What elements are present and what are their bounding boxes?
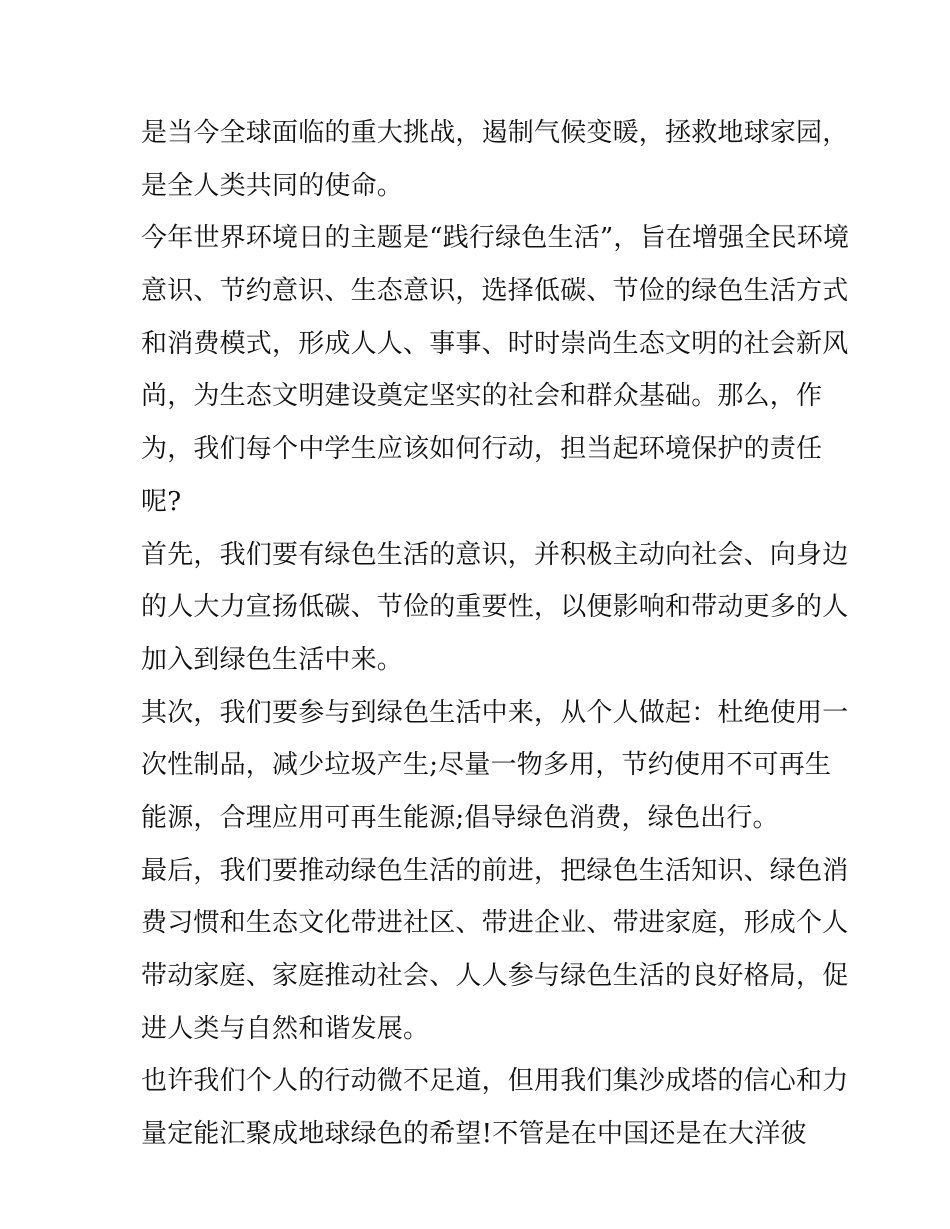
text-line: 最后，我们要推动绿色生活的前进，把绿色生活知识、绿色消 [141, 855, 849, 886]
text-line: 的人大力宣扬低碳、节俭的重要性，以便影响和带动更多的人 [141, 592, 849, 623]
text-line: 今年世界环境日的主题是“践行绿色生活”，旨在增强全民环境 [141, 223, 850, 254]
text-line: 尚，为生态文明建设奠定坚实的社会和群众基础。那么，作 [141, 381, 823, 412]
text-line: 能源，合理应用可再生能源;倡导绿色消费，绿色出行。 [141, 802, 779, 833]
document-body [141, 107, 850, 1161]
text-line: 费习惯和生态文化带进社区、带进企业、带进家庭，形成个人 [141, 908, 849, 939]
text-line: 其次，我们要参与到绿色生活中来，从个人做起：杜绝使用一 [141, 697, 849, 728]
text-line: 带动家庭、家庭推动社会、人人参与绿色生活的良好格局，促 [141, 961, 849, 991]
text-line: 次性制品，减少垃圾产生;尽量一物多用，节约使用不可再生 [141, 750, 832, 781]
text-line: 为，我们每个中学生应该如何行动，担当起环境保护的责任 [141, 434, 823, 465]
text-line: 呢? [141, 486, 182, 517]
text-line: 和消费模式，形成人人、事事、时时崇尚生态文明的社会新风 [141, 328, 849, 359]
text-line: 加入到绿色生活中来。 [141, 644, 404, 675]
text-line: 是当今全球面临的重大挑战，遏制气候变暖，拯救地球家园， [141, 118, 849, 148]
text-line: 进人类与自然和谐发展。 [141, 1013, 430, 1044]
text-line: 意识、节约意识、生态意识，选择低碳、节俭的绿色生活方式 [141, 276, 849, 307]
text-line: 也许我们个人的行动微不足道，但用我们集沙成塔的信心和力 [141, 1066, 849, 1097]
text-line: 首先，我们要有绿色生活的意识，并积极主动向社会、向身边 [141, 539, 849, 570]
text-line: 量定能汇聚成地球绿色的希望!不管是在中国还是在大洋彼 [141, 1119, 807, 1150]
text-line: 是全人类共同的使命。 [141, 170, 404, 201]
